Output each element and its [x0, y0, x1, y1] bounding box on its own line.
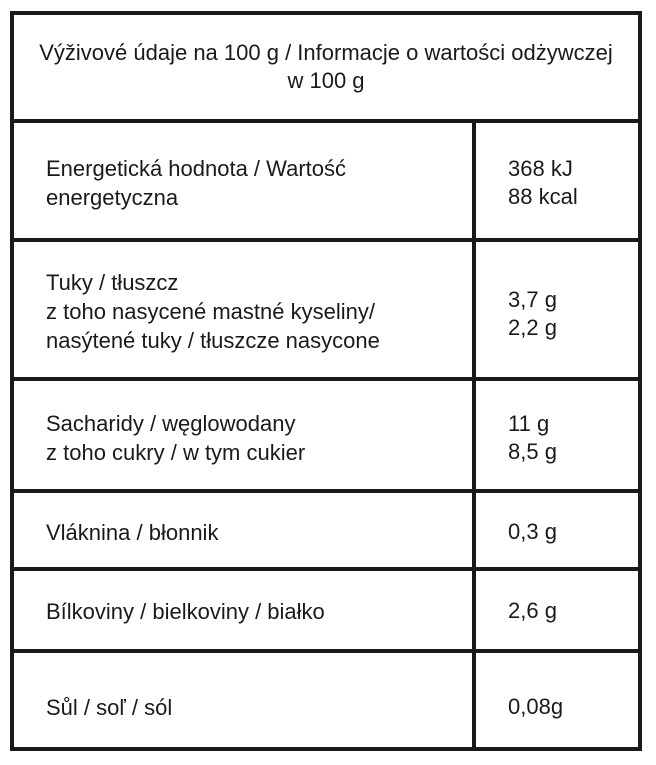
- nutrient-value: 3,7 g 2,2 g: [508, 286, 557, 340]
- table-row-protein: [14, 571, 638, 653]
- nutrient-value: 11 g 8,5 g: [508, 411, 557, 464]
- table-row-fibre: [14, 493, 638, 571]
- nutrient-label: Energetická hodnota / Wartość energetyczna: [14, 123, 476, 238]
- nutrient-label: Tuky / tłuszcz z toho nasycené mastné kyseliny/ nasýtené tuky / tłuszcze nasycone: [14, 242, 476, 377]
- nutrition-table: [10, 11, 642, 751]
- table-row-fat: [14, 242, 638, 381]
- nutrient-value: 2,6 g: [508, 598, 557, 623]
- table-row-energy: [14, 123, 638, 242]
- nutrient-label: Bílkoviny / bielkoviny / białko: [14, 571, 476, 649]
- table-row-salt: [14, 653, 638, 747]
- nutrient-label: Sůl / soľ / sól: [14, 653, 476, 747]
- nutrient-value: 0,3 g: [508, 519, 557, 544]
- nutrient-value: 368 kJ 88 kcal: [508, 155, 578, 209]
- table-title-text: Výživové údaje na 100 g / Informacje o wartości odżywczej w 100 g: [39, 40, 613, 93]
- nutrient-label: Sacharidy / węglowodany z toho cukry / w tym cukier: [14, 381, 476, 489]
- table-title: [14, 15, 638, 123]
- nutrient-value: 0,08g: [508, 694, 564, 719]
- table-row-carbohydrates: [14, 381, 638, 493]
- nutrient-label: Vláknina / błonnik: [14, 493, 476, 567]
